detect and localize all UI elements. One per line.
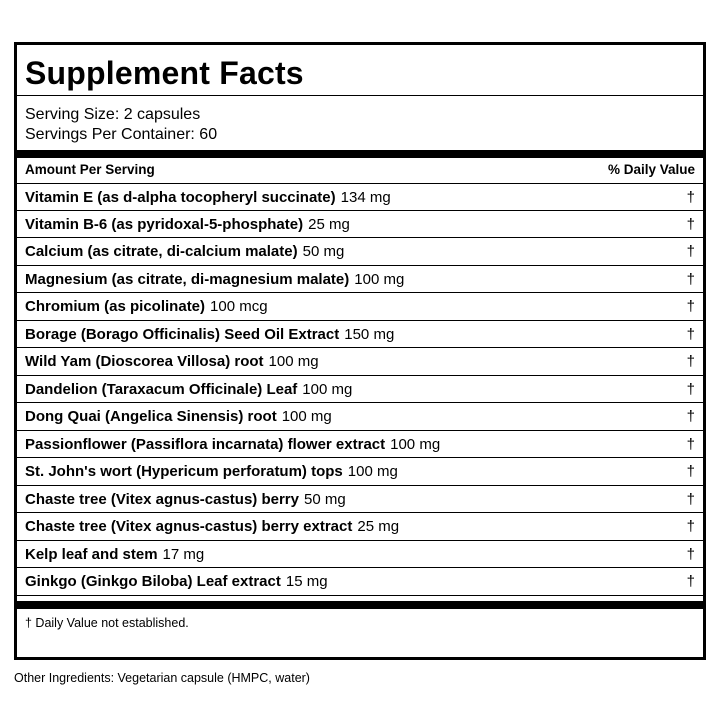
- nutrient-cell: [25, 270, 404, 290]
- nutrient-name: Vitamin E (as d-alpha tocopheryl succinate): [25, 189, 336, 206]
- table-row: [17, 238, 703, 266]
- table-row: [17, 541, 703, 569]
- nutrient-name: St. John's wort (Hypericum perforatum) tops: [25, 463, 343, 480]
- nutrient-amount: 100 mcg: [210, 298, 268, 315]
- nutrient-amount: 100 mg: [347, 463, 398, 480]
- daily-value-dagger: †: [686, 270, 695, 288]
- nutrient-name: Passionflower (Passiflora incarnata) flower extract: [25, 435, 386, 453]
- daily-value-dagger: †: [686, 243, 695, 260]
- nutrient-cell: [25, 462, 398, 482]
- nutrient-name: Chaste tree (Vitex agnus-castus) berry: [25, 490, 299, 508]
- daily-value-label: % Daily Value: [607, 162, 695, 177]
- nutrient-name: Borage (Borago Officinalis) Seed Oil Extract: [25, 325, 340, 343]
- nutrient-cell: [25, 215, 350, 235]
- nutrient-amount: 100 mg: [268, 353, 319, 370]
- nutrient-list: [17, 183, 703, 596]
- daily-value-dagger: †: [686, 518, 695, 535]
- nutrient-name: Dandelion (Taraxacum Officinale) Leaf: [25, 380, 298, 398]
- serving-size: Serving Size: 2 capsules: [25, 106, 201, 123]
- daily-value-dagger: †: [686, 435, 695, 453]
- nutrient-amount: 134 mg: [340, 189, 391, 206]
- table-row: [17, 183, 703, 211]
- nutrient-amount: 15 mg: [285, 573, 328, 590]
- table-row: [17, 376, 703, 404]
- nutrient-name: Vitamin B-6 (as pyridoxal-5-phosphate): [25, 215, 304, 233]
- nutrient-amount: 150 mg: [344, 325, 395, 343]
- nutrient-name: Kelp leaf and stem: [25, 545, 158, 563]
- daily-value-dagger: †: [686, 490, 695, 508]
- table-row: [17, 486, 703, 514]
- nutrient-cell: [25, 545, 204, 565]
- serving-divider-thick: [17, 150, 703, 158]
- amount-per-serving-label: Amount Per Serving: [25, 162, 155, 177]
- nutrient-name: Chaste tree (Vitex agnus-castus) berry extract: [25, 518, 353, 535]
- nutrient-cell: [25, 188, 391, 208]
- table-row: [17, 431, 703, 459]
- nutrient-name: Chromium (as picolinate): [25, 298, 206, 315]
- nutrient-cell: [25, 242, 344, 262]
- daily-value-dagger: †: [686, 573, 695, 590]
- table-row: [17, 403, 703, 431]
- nutrient-amount: 50 mg: [304, 490, 346, 508]
- nutrient-cell: [25, 517, 399, 537]
- supplement-facts-panel: [14, 42, 706, 660]
- nutrient-amount: 100 mg: [354, 270, 405, 288]
- table-row: [17, 293, 703, 321]
- daily-value-dagger: †: [686, 325, 695, 343]
- nutrient-cell: [25, 407, 332, 427]
- nutrient-name: Ginkgo (Ginkgo Biloba) Leaf extract: [25, 573, 281, 590]
- nutrient-amount: 25 mg: [357, 518, 400, 535]
- daily-value-dagger: †: [686, 545, 695, 563]
- daily-value-dagger: †: [686, 408, 695, 425]
- nutrient-name: Calcium (as citrate, di-calcium malate): [25, 243, 298, 260]
- nutrient-cell: [25, 490, 346, 510]
- servings-per-container: Servings Per Container: 60: [25, 126, 218, 143]
- daily-value-dagger: †: [686, 189, 695, 206]
- panel-title: Supplement Facts: [25, 55, 304, 91]
- nutrient-cell: [25, 572, 328, 592]
- bottom-divider-thick: [17, 601, 703, 609]
- nutrient-amount: 100 mg: [281, 408, 332, 425]
- daily-value-dagger: †: [686, 353, 695, 370]
- nutrient-name: Wild Yam (Dioscorea Villosa) root: [25, 353, 264, 370]
- nutrient-name: Magnesium (as citrate, di-magnesium malate): [25, 270, 350, 288]
- daily-value-dagger: †: [686, 298, 695, 315]
- table-row: [17, 348, 703, 376]
- daily-value-dagger: †: [686, 380, 695, 398]
- daily-value-dagger: †: [686, 215, 695, 233]
- nutrient-amount: 100 mg: [302, 380, 353, 398]
- table-header: [25, 159, 695, 181]
- table-row: [17, 458, 703, 486]
- table-row: [17, 568, 703, 596]
- nutrient-cell: [25, 352, 319, 372]
- table-row: [17, 266, 703, 294]
- nutrient-amount: 17 mg: [162, 545, 205, 563]
- other-ingredients: Other Ingredients: Vegetarian capsule (HMPC, water): [14, 671, 310, 685]
- nutrient-cell: [25, 297, 268, 317]
- table-row: [17, 513, 703, 541]
- table-row: [17, 321, 703, 349]
- daily-value-dagger: †: [686, 463, 695, 480]
- nutrient-cell: [25, 380, 352, 400]
- daily-value-footnote: † Daily Value not established.: [25, 616, 189, 630]
- table-row: [17, 211, 703, 239]
- nutrient-name: Dong Quai (Angelica Sinensis) root: [25, 408, 277, 425]
- nutrient-amount: 50 mg: [302, 243, 345, 260]
- nutrient-amount: 25 mg: [308, 215, 350, 233]
- nutrient-cell: [25, 435, 440, 455]
- title-divider: [17, 95, 703, 96]
- nutrient-amount: 100 mg: [390, 435, 441, 453]
- nutrient-cell: [25, 325, 394, 345]
